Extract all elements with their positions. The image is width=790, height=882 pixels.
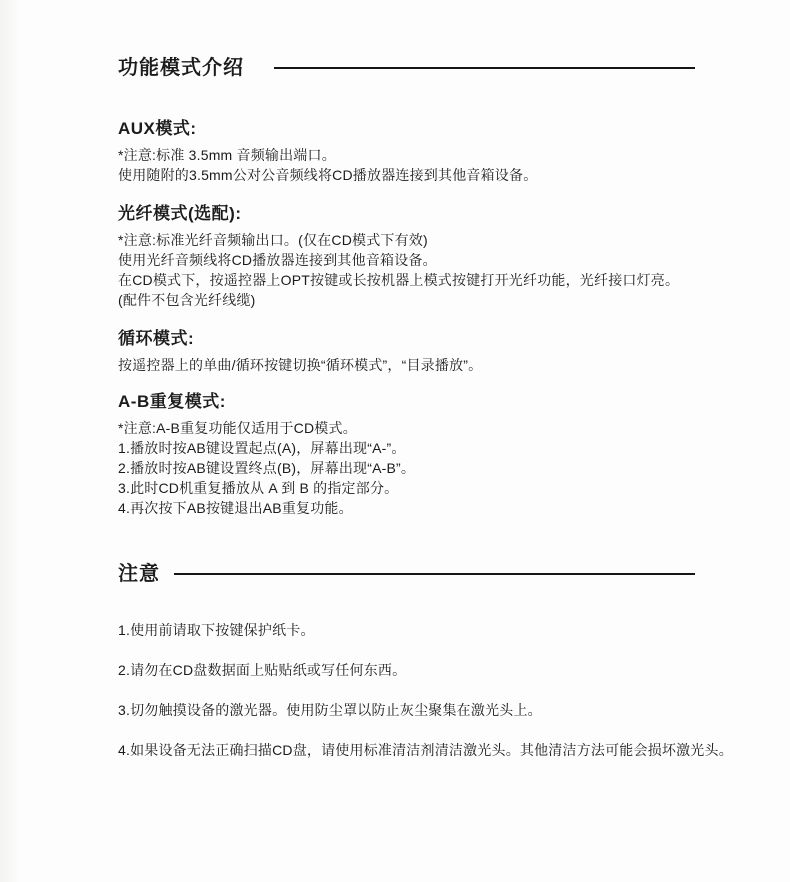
notice-item-1: 1.使用前请取下按键保护纸卡。 [118, 622, 315, 638]
loop-mode-heading: 循环模式: [118, 329, 195, 348]
ab-repeat-note: *注意:A-B重复功能仅适用于CD模式。 [118, 420, 357, 436]
optical-mode-instruction-2: 在CD模式下，按遥控器上OPT按键或长按机器上模式按键打开光纤功能，光纤接口灯亮。 [118, 272, 680, 288]
notice-divider-line [174, 573, 695, 575]
ab-repeat-step-1: 1.播放时按AB键设置起点(A)，屏幕出现“A-”。 [118, 440, 406, 456]
section-optical-mode [118, 203, 760, 310]
ab-repeat-heading: A-B重复模式: [118, 392, 226, 411]
section-loop-mode [118, 328, 760, 375]
aux-mode-instruction: 使用随附的3.5mm公对公音频线将CD播放器连接到其他音箱设备。 [118, 167, 538, 183]
optical-mode-instruction-1: 使用光纤音频线将CD播放器连接到其他音箱设备。 [118, 252, 437, 268]
notice-item-2: 2.请勿在CD盘数据面上贴贴纸或写任何东西。 [118, 662, 407, 678]
notice-item-4: 4.如果设备无法正确扫描CD盘，请使用标准清洁剂清洁激光头。其他清洁方法可能会损坏激光头。 [118, 742, 733, 758]
optical-mode-note: *注意:标准光纤音频输出口。(仅在CD模式下有效) [118, 232, 428, 248]
notice-item-3: 3.切勿触摸设备的激光器。使用防尘罩以防止灰尘聚集在激光头上。 [118, 702, 542, 718]
aux-mode-heading: AUX模式: [118, 119, 197, 138]
ab-repeat-step-3: 3.此时CD机重复播放从 A 到 B 的指定部分。 [118, 480, 399, 496]
notice-title: 注意 [118, 563, 160, 585]
notice-section-header [118, 562, 760, 586]
optical-mode-heading: 光纤模式(选配): [118, 204, 242, 223]
section-aux-mode [118, 118, 760, 185]
ab-repeat-step-4: 4.再次按下AB按键退出AB重复功能。 [118, 500, 353, 516]
section-ab-repeat-mode [118, 391, 760, 518]
aux-mode-note: *注意:标准 3.5mm 音频输出端口。 [118, 147, 336, 163]
page-title: 功能模式介绍 [118, 57, 244, 79]
intro-section-header [118, 56, 760, 80]
ab-repeat-step-2: 2.播放时按AB键设置终点(B)，屏幕出现“A-B”。 [118, 460, 416, 476]
notice-list [118, 620, 760, 760]
intro-divider-line [274, 67, 695, 69]
optical-mode-accessory-note: (配件不包含光纤线缆) [118, 292, 256, 308]
loop-mode-instruction: 按遥控器上的单曲/循环按键切换“循环模式”，“目录播放”。 [118, 357, 483, 373]
